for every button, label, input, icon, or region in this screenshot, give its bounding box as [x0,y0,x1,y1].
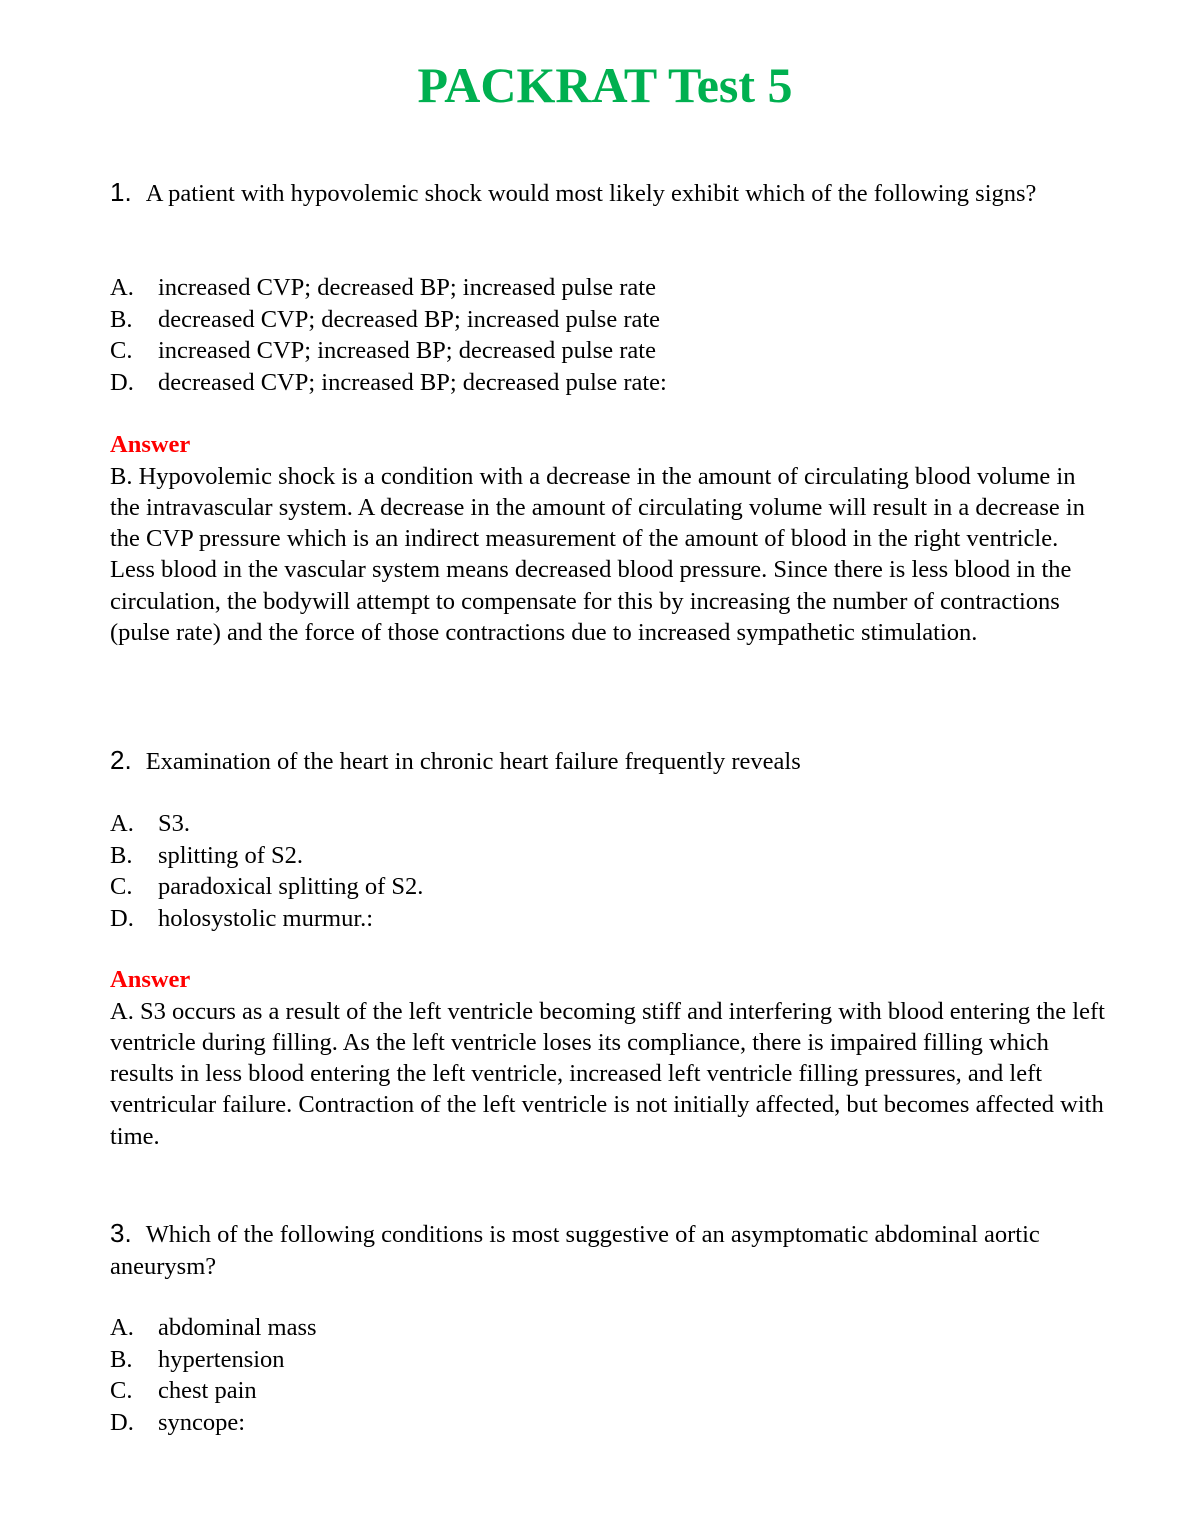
option-c: C. increased CVP; increased BP; decreased pulse rate [110,337,656,364]
options-2 [110,808,1105,934]
question-2 [110,745,1105,778]
answer-explanation: B. Hypovolemic shock is a condition with a decrease in the amount of circulating blood volume in the intravascular system. A decrease in the amount of circulating volume will result in a decrease in the CVP pressure which is an indirect measurement of the amount of blood in the right ventricle. Less blood in the vascular system means decreased blood pressure. Since there is less blood in the circulation, the bodywill attempt to compensate for this by increasing the number of contractions (pulse rate) and the force of those contractions due to increased sympathetic stimulation. [110,462,1085,646]
option-a: A. abdominal mass [110,1314,317,1341]
question-3 [110,1218,1105,1282]
option-c: C. chest pain [110,1377,257,1404]
question-number: 1. [110,177,132,207]
question-text: Examination of the heart in chronic heart failure frequently reveals [145,748,801,775]
page-title: PACKRAT Test 5 [417,57,793,113]
option-b: B. decreased CVP; decreased BP; increased pulse rate [110,305,661,333]
option-a: A. S3. [110,810,191,837]
answer-1 [110,429,1105,648]
options-3 [110,1312,1105,1438]
answer-label: Answer [110,431,191,458]
option-a: A. increased CVP; decreased BP; increased pulse rate [110,274,656,301]
answer-explanation: A. S3 occurs as a result of the left ventricle becoming stiff and interfering with blood entering the left ventricle during filling. As the left ventricle loses its compliance, there is impaired filling which results in less blood entering the left ventricle, increased left ventricle filling pressures, and left ventricular failure. Contraction of the left ventricle is not initially affected, but becomes affected with time. [110,997,1105,1150]
question-number: 3. [110,1218,132,1248]
answer-label: Answer [110,966,191,993]
option-d: D. decreased CVP; increased BP; decreased pulse rate: [110,368,667,396]
question-1 [110,177,1105,210]
question-number: 2. [110,745,132,775]
question-text: A patient with hypovolemic shock would most likely exhibit which of the following signs? [145,180,1037,207]
option-c: C. paradoxical splitting of S2. [110,873,424,900]
option-b: B. splitting of S2. [110,841,303,869]
answer-2 [110,964,1105,1152]
option-b: B. hypertension [110,1345,285,1373]
option-d: D. syncope: [110,1408,246,1436]
question-text: Which of the following conditions is most suggestive of an asymptomatic abdominal aortic aneurysm? [110,1221,1040,1280]
option-d: D. holosystolic murmur.: [110,904,374,932]
options-1 [110,272,1105,398]
